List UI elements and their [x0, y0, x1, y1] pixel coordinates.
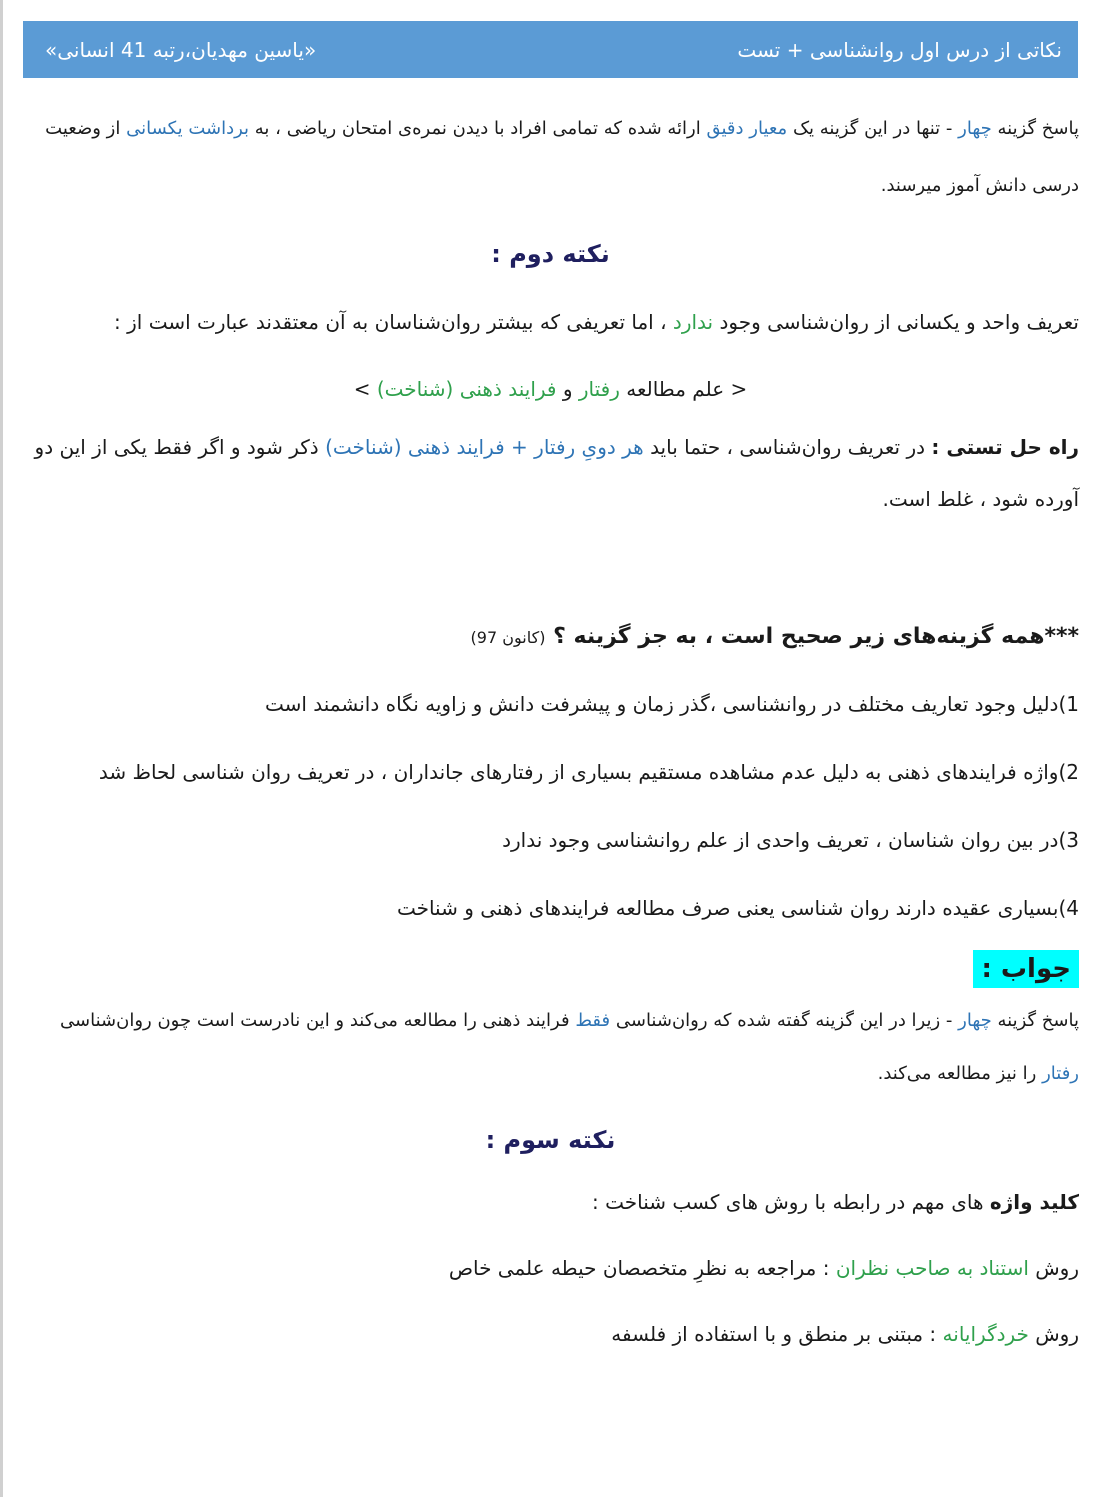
highlight-green: رفتار [578, 377, 620, 401]
answer-paragraph-2 [22, 994, 1079, 1100]
text-span: : مراجعه به نظرِ متخصصان حیطه علمی خاص [448, 1256, 830, 1280]
text-span: در تعریف روان‌شناسی ، حتما باید [650, 435, 926, 459]
nokte3-heading: نکته سوم : [485, 1126, 616, 1154]
text-span: های مهم در رابطه با روش های کسب شناخت : [592, 1190, 984, 1214]
text-span: ذکر شود و اگر فقط یکی از این دو آورده شود ، غلط است. [34, 435, 1079, 511]
text-span: - تنها در این گزینه یک [792, 118, 953, 139]
highlight-blue: چهار [958, 1010, 992, 1031]
text-span: را نیز مطالعه می‌کند. [877, 1063, 1037, 1084]
question-text: ***همه گزینه‌های زیر صحیح است ، به جز گزینه ؟ [553, 624, 1079, 649]
option-3: 3)در بین روان شناسان ، تعریف واحدی از علم روانشناسی وجود ندارد [502, 828, 1079, 852]
highlight-blue: برداشت یکسانی [126, 118, 250, 139]
question-stem [22, 617, 1079, 658]
answer-label-row [22, 950, 1079, 988]
page-border [0, 0, 3, 1497]
method-rational [22, 1314, 1079, 1354]
highlight-blue: فقط [575, 1010, 611, 1031]
highlight-blue: چهار [958, 118, 992, 139]
keywords-intro [22, 1182, 1079, 1222]
definition-paragraph [22, 296, 1079, 348]
text-span: پاسخ گزینه [997, 118, 1079, 139]
text-span: < علم مطالعه [626, 377, 748, 401]
highlight-blue: معیار دقیق [706, 118, 788, 139]
highlight-green: استناد به صاحب نظران [835, 1256, 1029, 1280]
text-span: از وضعیت درسی دانش آموز میرسند. [45, 118, 1079, 196]
text-span: > [353, 377, 371, 401]
highlight-green: فرایند ذهنی (شناخت) [376, 377, 557, 401]
keyword-bold: کلید واژه [989, 1190, 1079, 1214]
text-span: روش [1035, 1322, 1079, 1346]
test-tip-paragraph [22, 421, 1079, 525]
text-span: روش [1035, 1256, 1079, 1280]
option-1: 1)دلیل وجود تعاریف مختلف در روانشناسی ،گذر زمان و پیشرفت دانش و زاویه نگاه دانشمند است [264, 692, 1079, 716]
text-span: و [562, 377, 573, 401]
method-authority [22, 1248, 1079, 1288]
highlight-green: ندارد [672, 310, 714, 334]
text-span: - زیرا در این گزینه گفته شده که روان‌شناسی [615, 1010, 953, 1031]
answer-paragraph-1 [22, 100, 1079, 214]
text-span: ارائه شده که تمامی افراد با دیدن نمره‌ی امتحان ریاضی ، به [254, 118, 701, 139]
text-span: : مبتنی بر منطق و با استفاده از فلسفه [611, 1322, 937, 1346]
text-span: ، اما تعریفی که بیشتر روان‌شناسان به آن معتقدند عبارت است از : [114, 310, 667, 334]
header-title: نکاتی از درس اول روانشناسی + تست [737, 37, 1062, 62]
tip-label: راه حل تستی : [931, 435, 1079, 459]
nokte2-heading: نکته دوم : [491, 240, 610, 268]
answer-label: جواب : [973, 950, 1079, 988]
option-2: 2)واژه فرایندهای ذهنی به دلیل عدم مشاهده مستقیم بسیاری از رفتارهای جانداران ، در تعریف روان شناسی لحاظ شد [98, 760, 1079, 784]
text-span: پاسخ گزینه [997, 1010, 1079, 1031]
option-4: 4)بسیاری عقیده دارند روان شناسی یعنی صرف مطالعه فرایندهای ذهنی و شناخت [396, 896, 1079, 920]
highlight-blue: هر دویِ رفتار + فرایند ذهنی (شناخت) [325, 435, 644, 459]
question-source: (کانون 97) [470, 628, 546, 647]
document-body [22, 100, 1079, 1354]
text-span: فرایند ذهنی را مطالعه می‌کند و این نادرست است چون روان‌شناسی [60, 1010, 570, 1031]
highlight-green: خردگرایانه [942, 1322, 1029, 1346]
page-header [23, 21, 1078, 78]
highlight-blue: رفتار [1042, 1063, 1079, 1084]
header-author: «یاسین مهدیان،رتبه 41 انسانی» [45, 37, 317, 62]
definition-quote [22, 362, 1079, 417]
text-span: تعریف واحد و یکسانی از روان‌شناسی وجود [719, 310, 1079, 334]
